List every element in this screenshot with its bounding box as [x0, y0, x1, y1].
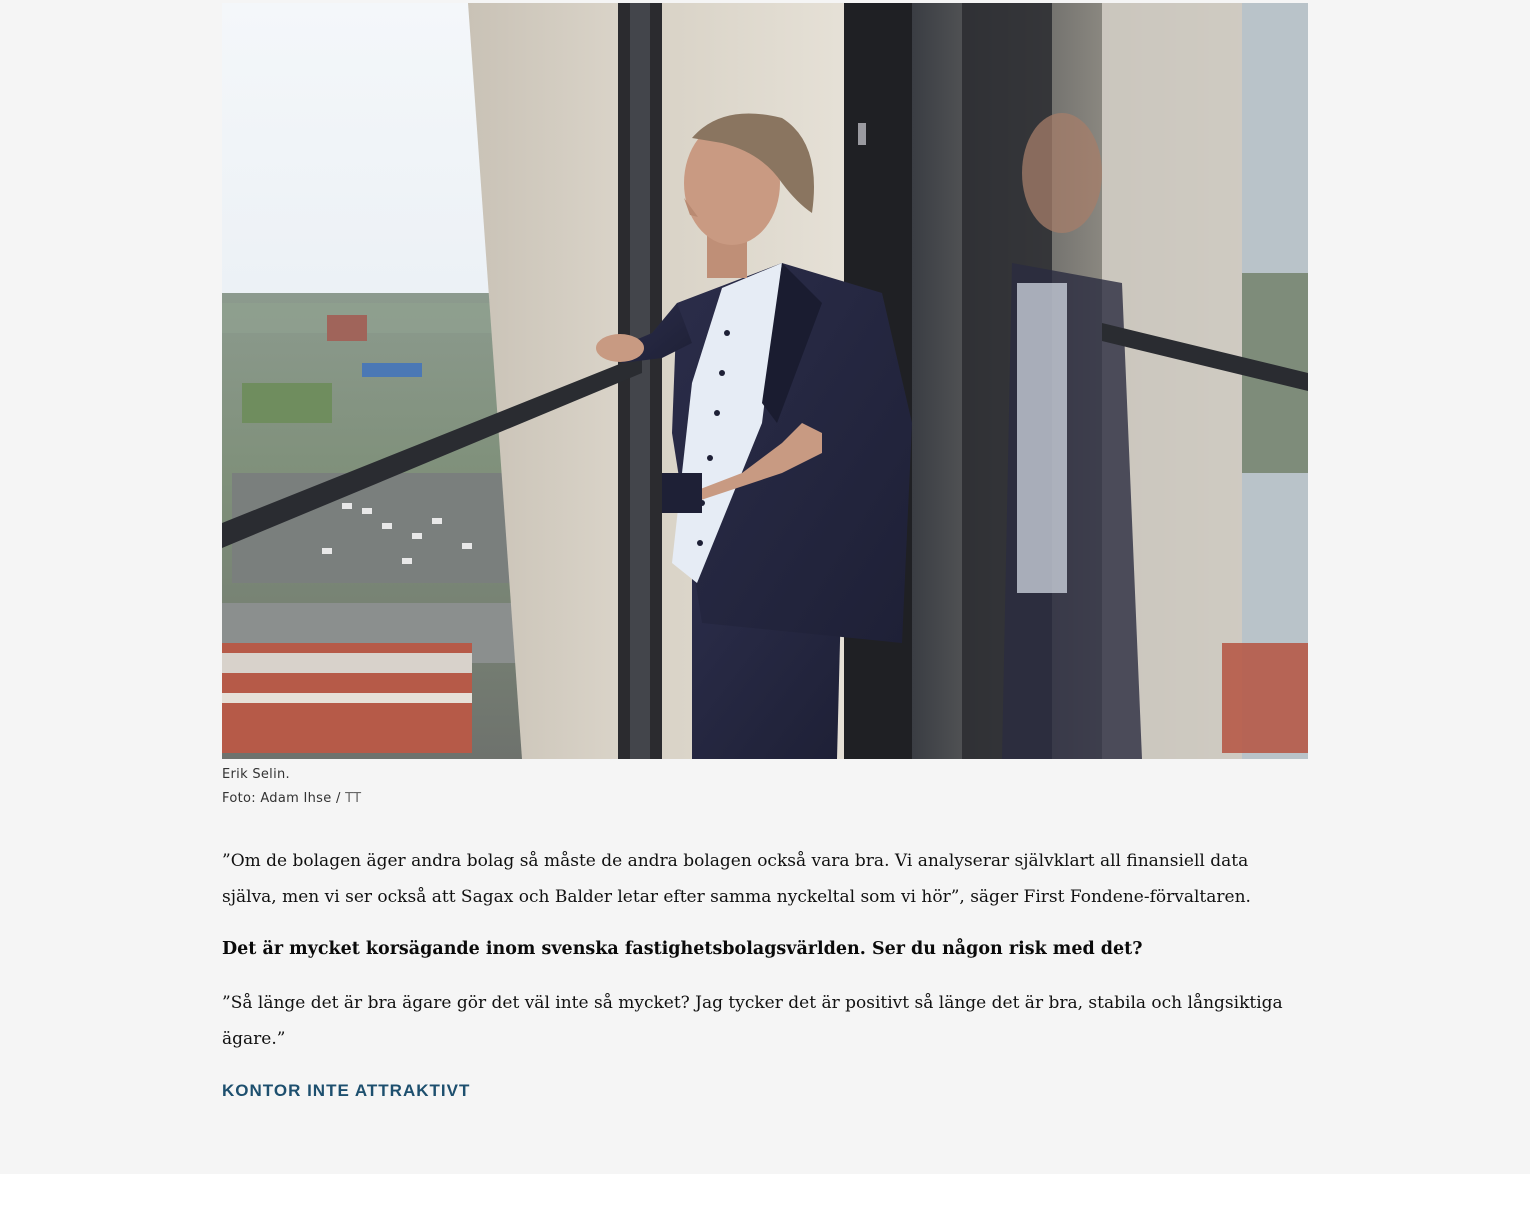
photo-caption [222, 763, 1308, 811]
interview-question: Det är mycket korsägande inom svenska fastighetsbolagsvärlden. Ser du någon risk med det? [222, 939, 1143, 959]
photo-credit [222, 787, 1308, 811]
caption-text: Erik Selin. [222, 767, 290, 782]
article [222, 3, 1308, 1105]
article-paragraph-1: ”Om de bolagen äger andra bolag så måste de andra bolagen också vara bra. Vi analyserar självklart all finansiell data själva, men vi ser också att Sagax och Balder letar efter samma nyckeltal som vi hör”, säger First Fondene-förvaltaren. [222, 851, 1251, 907]
credit-agency: TT [345, 791, 362, 806]
article-photo [222, 3, 1308, 759]
credit-prefix: Foto: Adam Ihse / [222, 791, 346, 806]
article-paragraph-2: ”Så länge det är bra ägare gör det väl inte så mycket? Jag tycker det är positivt så länge det är bra, stabila och långsiktiga ägare.” [222, 992, 1283, 1049]
photo-illustration [222, 3, 1308, 759]
section-subheading: KONTOR INTE ATTRAKTIVT [222, 1080, 471, 1100]
